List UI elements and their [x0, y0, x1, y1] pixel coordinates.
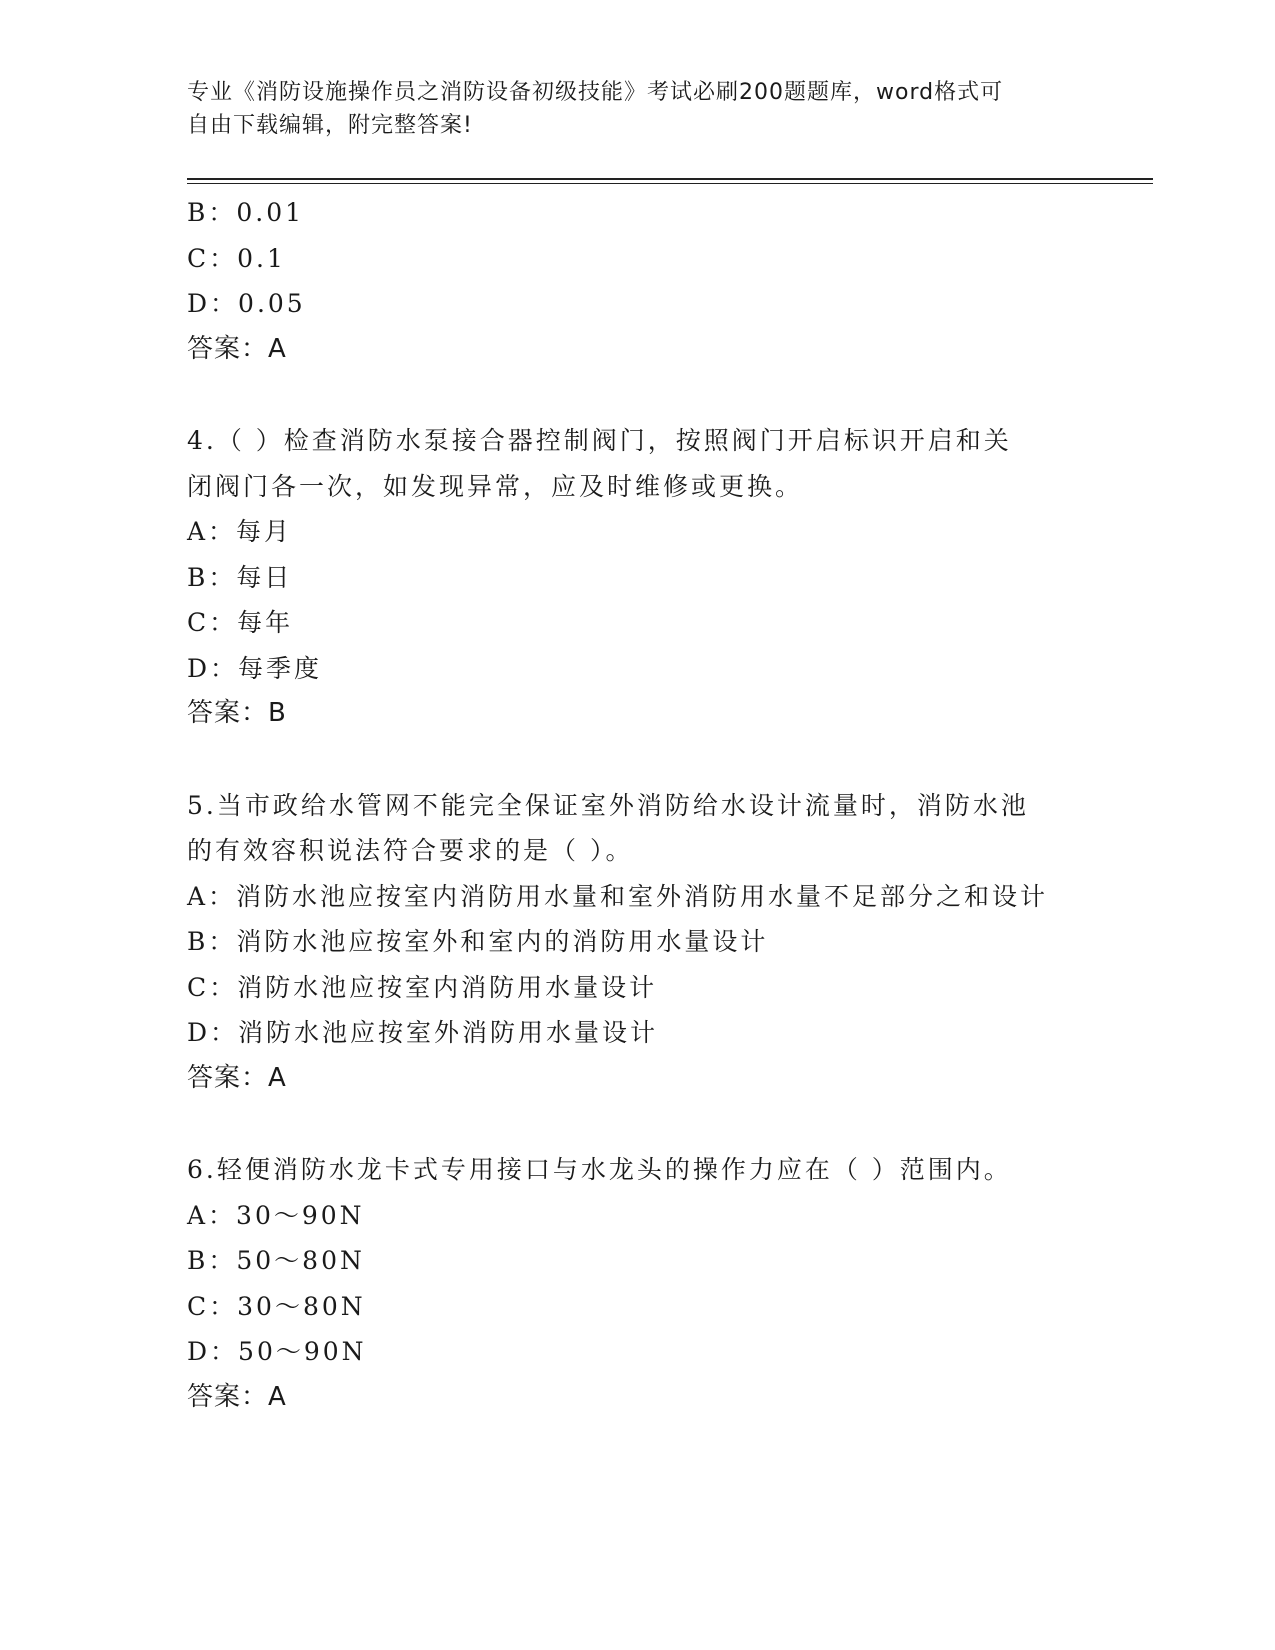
option-d: D：0.05 — [187, 289, 306, 318]
option-b: B：0.01 — [187, 198, 305, 227]
header-line-2: 自由下载编辑，附完整答案! — [187, 113, 473, 138]
question-stem-line-1: 4.（ ）检查消防水泵接合器控制阀门，按照阀门开启标识开启和关 — [187, 426, 1012, 455]
header-line-1: 专业《消防设施操作员之消防设备初级技能》考试必刷200题题库，word格式可 — [187, 80, 1004, 105]
question-stem-line-2: 闭阀门各一次，如发现异常，应及时维修或更换。 — [187, 471, 804, 501]
header-divider-thick — [187, 178, 1153, 180]
answer-line: 答案：B — [187, 698, 287, 728]
option-a: A：每月 — [187, 517, 293, 546]
question-block-4 — [187, 418, 1087, 737]
answer-line: 答案：A — [187, 1062, 287, 1093]
question-block-5 — [187, 783, 1087, 1102]
option-d: D：消防水池应按室外消防用水量设计 — [187, 1018, 659, 1047]
option-b: B：50～80N — [187, 1246, 365, 1275]
option-b: B：每日 — [187, 562, 293, 592]
question-block-3-continued — [187, 190, 1087, 372]
question-stem-line-1: 6.轻便消防水龙卡式专用接口与水龙头的操作力应在（ ）范围内。 — [187, 1155, 1012, 1184]
answer-line: 答案：A — [187, 333, 287, 364]
option-c: C：消防水池应按室内消防用水量设计 — [187, 972, 658, 1002]
question-list — [187, 190, 1087, 1420]
option-d: D：每季度 — [187, 653, 323, 683]
answer-line: 答案：A — [187, 1381, 287, 1412]
header-divider-thin — [187, 183, 1153, 184]
question-stem-line-2: 的有效容积说法符合要求的是（ ）。 — [187, 836, 634, 865]
question-block-6 — [187, 1147, 1087, 1420]
option-c: C：30～80N — [187, 1291, 366, 1321]
option-c: C：0.1 — [187, 243, 286, 273]
option-b: B：消防水池应按室外和室内的消防用水量设计 — [187, 927, 769, 956]
document-header — [187, 76, 1067, 142]
option-d: D：50～90N — [187, 1337, 367, 1366]
option-c: C：每年 — [187, 608, 294, 637]
question-stem-line-1: 5.当市政给水管网不能完全保证室外消防给水设计流量时，消防水池 — [187, 790, 1029, 820]
option-a: A：消防水池应按室内消防用水量和室外消防用水量不足部分之和设计 — [187, 881, 1049, 911]
option-a: A：30～90N — [187, 1200, 365, 1230]
